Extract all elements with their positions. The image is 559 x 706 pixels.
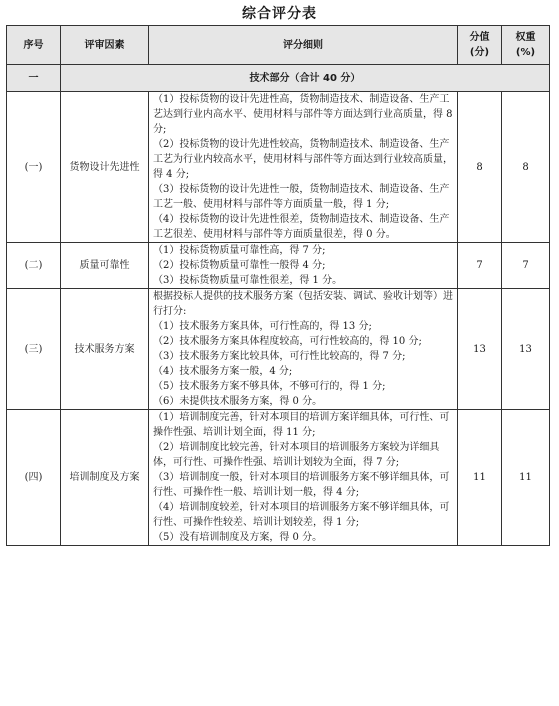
header-score	[458, 26, 502, 65]
section-no: 一	[7, 65, 61, 92]
detail-line: （5）没有培训制度及方案，得 0 分。	[153, 532, 323, 543]
score-table	[6, 25, 550, 546]
row-score: 11	[458, 410, 502, 546]
header-factor: 评审因素	[61, 26, 149, 65]
detail-line: （4）培训制度较差，针对本项目的培训服务方案不够详细具体，可行性、可操作性较差、培训计划较差，得 1 分;	[153, 502, 450, 528]
row-factor: 货物设计先进性	[61, 92, 149, 243]
header-detail: 评分细则	[149, 26, 458, 65]
detail-line: （3）投标货物质量可靠性很差，得 1 分。	[153, 275, 343, 286]
detail-line: （5）技术服务方案不够具体，不够可行的，得 1 分;	[153, 381, 386, 392]
row-weight: 7	[502, 243, 550, 289]
row-weight: 13	[502, 289, 550, 410]
detail-line: （2）投标货物质量可靠性一般得 4 分;	[153, 260, 326, 271]
detail-line: （1）培训制度完善，针对本项目的培训方案详细具体，可行性、可操作性强、培训计划全面，得 11 分;	[153, 412, 450, 438]
header-score-label: 分值	[469, 32, 490, 43]
table-header-row	[7, 26, 550, 65]
detail-line: （1）投标货物的设计先进性高，货物制造技术、制造设备、生产工艺达到行业内高水平、使用材料与部件等方面达到行业高质量，得 8 分;	[153, 94, 453, 135]
row-score: 8	[458, 92, 502, 243]
section-row	[7, 65, 550, 92]
page-title: 综合评分表	[242, 6, 317, 22]
row-no: (一)	[7, 92, 61, 243]
table-row	[7, 410, 550, 546]
table-row	[7, 92, 550, 243]
row-factor: 质量可靠性	[61, 243, 149, 289]
detail-line: （3）培训制度一般，针对本项目的培训服务方案不够详细具体，可行性、可操作性一般、培训计划一般，得 4 分;	[153, 472, 450, 498]
row-detail	[149, 410, 458, 546]
detail-line: （1）技术服务方案具体，可行性高的，得 13 分;	[153, 321, 372, 332]
row-score: 7	[458, 243, 502, 289]
header-weight-unit: (%)	[515, 47, 536, 58]
row-factor: 培训制度及方案	[61, 410, 149, 546]
header-no: 序号	[7, 26, 61, 65]
detail-line: （1）投标货物质量可靠性高，得 7 分;	[153, 245, 326, 256]
detail-line: （3）投标货物的设计先进性一般，货物制造技术、制造设备、生产工艺一般、使用材料与部件等方面质量一般，得 1 分;	[153, 184, 450, 210]
row-score: 13	[458, 289, 502, 410]
detail-line: （4）技术服务方案一般，4 分;	[153, 366, 293, 377]
row-weight: 11	[502, 410, 550, 546]
detail-line: （3）技术服务方案比较具体，可行性比较高的，得 7 分;	[153, 351, 406, 362]
row-detail	[149, 289, 458, 410]
row-detail	[149, 92, 458, 243]
header-score-unit: (分)	[469, 47, 490, 58]
header-weight-label: 权重	[515, 32, 536, 43]
detail-line: （2）技术服务方案具体程度较高，可行性较高的，得 10 分;	[153, 336, 422, 347]
detail-line: 根据投标人提供的技术服务方案（包括安装、调试、验收计划等）进行打分:	[153, 291, 453, 317]
row-weight: 8	[502, 92, 550, 243]
row-detail	[149, 243, 458, 289]
row-no: (三)	[7, 289, 61, 410]
header-weight	[502, 26, 550, 65]
row-factor: 技术服务方案	[61, 289, 149, 410]
table-row	[7, 243, 550, 289]
detail-line: （6）未提供技术服务方案，得 0 分。	[153, 396, 323, 407]
detail-line: （4）投标货物的设计先进性很差，货物制造技术、制造设备、生产工艺很差、使用材料与部件等方面质量很差，得 0 分。	[153, 214, 450, 240]
detail-line: （2）培训制度比较完善，针对本项目的培训服务方案较为详细具体，可行性、可操作性强、培训计划较为全面，得 7 分;	[153, 442, 440, 468]
table-row	[7, 289, 550, 410]
section-title: 技术部分（合计 40 分）	[61, 65, 550, 92]
row-no: (四)	[7, 410, 61, 546]
detail-line: （2）投标货物的设计先进性较高，货物制造技术、制造设备、生产工艺为行业内较高水平，使用材料与部件等方面达到行业较高质量，得 4 分;	[153, 139, 453, 180]
row-no: (二)	[7, 243, 61, 289]
